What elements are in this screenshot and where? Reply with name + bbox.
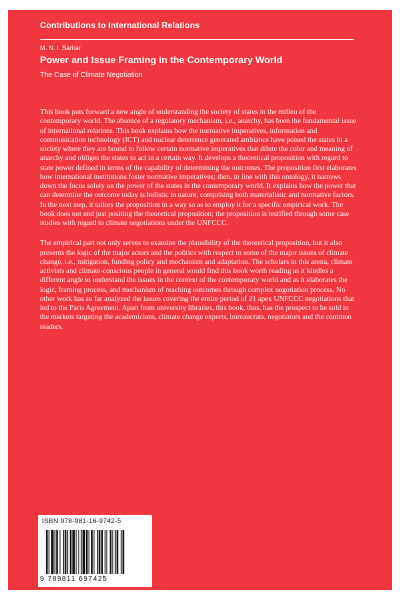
description-paragraph-1: This book puts forward a new angle of understanding the society of states in the milieu of the contemporary world. The absence of a regulatory mechanism, i.e., anarchy, has been the fundamental issue of international relations. This book explains how the normative imperatives, information and communication technology (ICT) and nuclear deterrence generated ambiance have poised the states in a society where they are bound to follow certain normative imperatives that dilute the color and meaning of anarchy and obliges the states to act in a certain way. It develops a theoretical proposition with regard to state power defined in terms of the capability of determining the outcomes. The proposition first elaborates how international institutions foster normative imperatives; then, in line with this ontology, it narrows down the focus solely on the power of the states in the contemporary world. It explains how the power that can determine the outcome today is holistic in nature, comprising both materialistic and normative factors. In the next step, it tailors the proposition in a way so as to employ it for a specific empirical work. The book does not end just positing the theoretical proposition; the proposition is testified through some case studies with regard to climate negotiations under the UNFCCC. xyxy=(40,107,357,227)
barcode-digits: 9 789811 697425 xyxy=(40,576,108,583)
book-subtitle: The Case of Climate Negotiation xyxy=(40,71,143,79)
barcode-icon xyxy=(45,530,147,574)
isbn-label: ISBN 978-981-16-9742-5 xyxy=(42,518,122,525)
series-name: Contributions to International Relations xyxy=(40,20,200,30)
author-name: M. N. I. Sarkar xyxy=(40,45,81,52)
description-paragraph-2: The empirical part not only serves to examine the plausibility of the theoretical proposition, but it also presents the logic of the major actors and the politics with respect to some of the major issues of climate change, i.e., mitigation, funding policy and mechanism and adaptation. The scholars in this arena, climate activists and climate-conscious people in general would find this book worth reading as it kindles a different angle to understand the issues in the context of the contemporary world and as it elaborates the logic, framing process, and mechanism of reaching outcomes through complex negotiation process. No other work has so far analyzed the issues covering the entire period of 21 apex UNFCCC negotiations that led to the Paris Agreement. Apart from university libraries, this book, thus, has the prospect to be sold in the markets targeting the academicians, climate change experts, bureaucrats, negotiators and the common readers. xyxy=(40,238,355,331)
isbn-barcode-box xyxy=(38,515,152,587)
book-title: Power and Issue Framing in the Contemporary World xyxy=(40,55,283,66)
book-description xyxy=(40,107,358,342)
book-back-cover xyxy=(8,10,392,603)
header-divider xyxy=(40,39,354,40)
publisher-website: springer.com xyxy=(38,596,77,603)
